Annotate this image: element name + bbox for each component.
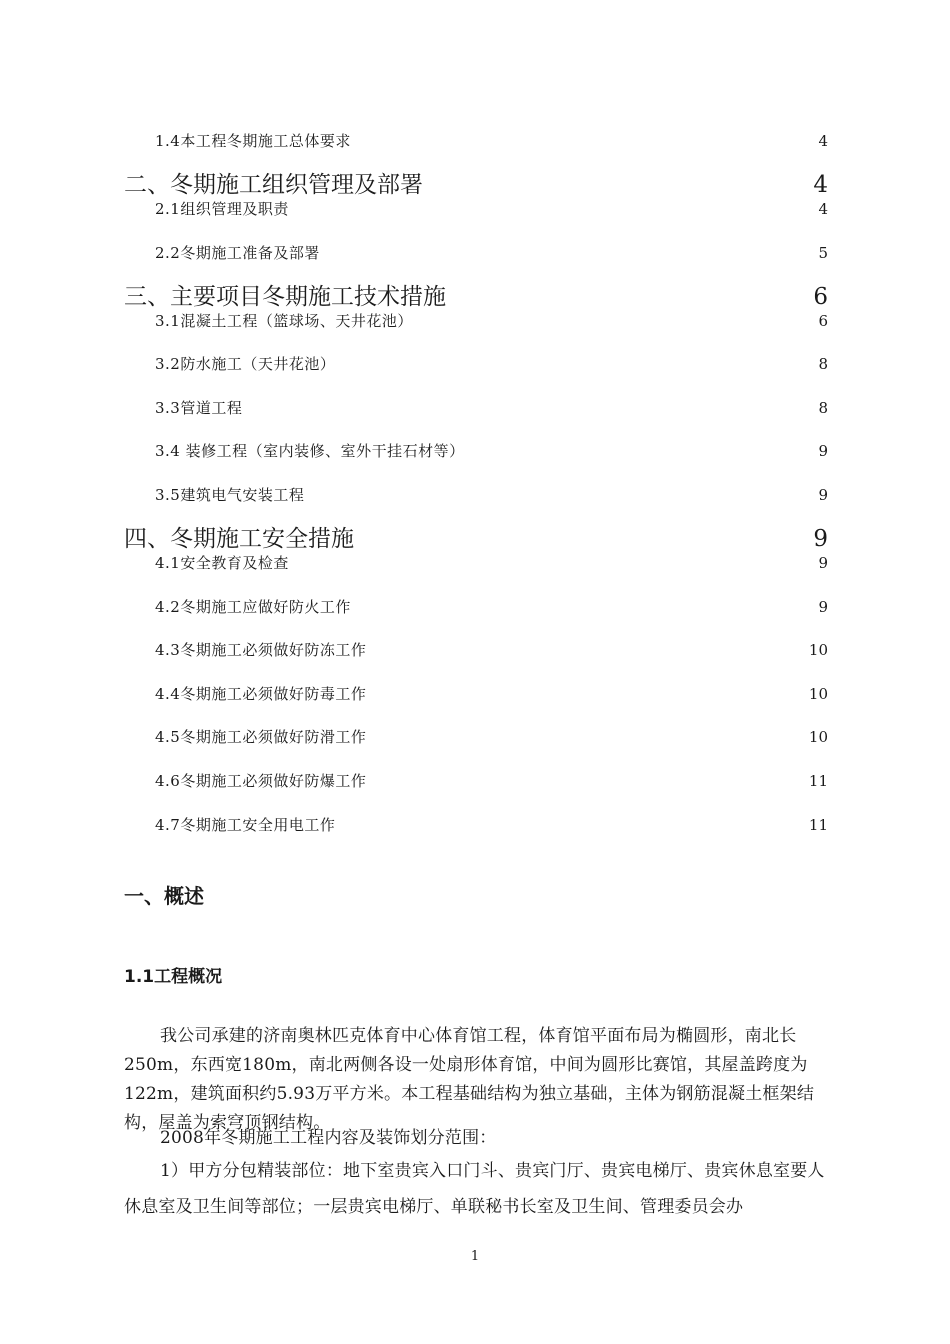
- toc-chapter-entry[interactable]: [124, 283, 828, 313]
- toc-chapter-title: 三、主要项目冬期施工技术措施: [124, 284, 446, 310]
- toc-entry-page: 11: [808, 816, 828, 834]
- toc-entry-title: 4.7冬期施工安全用电工作: [155, 816, 336, 834]
- toc-entry-title: 3.4 装修工程（室内装修、室外干挂石材等）: [155, 442, 465, 460]
- toc-entry-page: 9: [818, 598, 828, 616]
- body-paragraph: 1）甲方分包精装部位：地下室贵宾入口门斗、贵宾门厅、贵宾电梯厅、贵宾休息室要人休息室及卫生间等部位；一层贵宾电梯厅、单联秘书长室及卫生间、管理委员会办: [124, 1161, 825, 1217]
- toc-entry-title: 1.4本工程冬期施工总体要求: [155, 132, 351, 150]
- toc-entry-page: 10: [808, 685, 828, 703]
- toc-entry-page: 9: [818, 554, 828, 572]
- toc-entry[interactable]: [124, 131, 828, 161]
- toc-entry-page: 9: [818, 486, 828, 504]
- toc-entry[interactable]: [124, 199, 828, 229]
- toc-entry-page: 6: [818, 312, 828, 330]
- toc-entry[interactable]: [124, 441, 828, 471]
- toc-entry-title: 4.3冬期施工必须做好防冻工作: [155, 641, 367, 659]
- toc-entry[interactable]: [124, 354, 828, 384]
- toc-chapter-entry[interactable]: [124, 171, 828, 201]
- toc-entry[interactable]: [124, 311, 828, 341]
- toc-chapter-title: 二、冬期施工组织管理及部署: [124, 172, 423, 198]
- body-paragraph: 2008年冬期施工工程内容及装饰划分范围：: [160, 1128, 497, 1148]
- toc-entry-title: 3.3管道工程: [155, 399, 243, 417]
- toc-entry-page: 4: [818, 132, 828, 150]
- toc-entry-title: 3.5建筑电气安装工程: [155, 486, 305, 504]
- toc-entry[interactable]: [124, 771, 828, 801]
- toc-chapter-entry[interactable]: [124, 525, 828, 555]
- toc-entry[interactable]: [124, 727, 828, 757]
- subsection-heading: 1.1工程概况: [124, 967, 223, 987]
- toc-entry-page: 8: [818, 399, 828, 417]
- toc-entry-page: 4: [818, 200, 828, 218]
- toc-entry-title: 4.5冬期施工必须做好防滑工作: [155, 728, 367, 746]
- toc-entry[interactable]: [124, 684, 828, 714]
- toc-entry[interactable]: [124, 640, 828, 670]
- toc-entry-title: 2.1组织管理及职责: [155, 200, 289, 218]
- toc-chapter-page: 9: [813, 526, 828, 552]
- toc-entry-page: 10: [808, 728, 828, 746]
- toc-entry-title: 3.1混凝土工程（篮球场、天井花池）: [155, 312, 413, 330]
- toc-entry[interactable]: [124, 398, 828, 428]
- toc-entry[interactable]: [124, 815, 828, 845]
- toc-entry-page: 10: [808, 641, 828, 659]
- toc-entry-page: 8: [818, 355, 828, 373]
- toc-entry[interactable]: [124, 485, 828, 515]
- toc-entry-title: 4.1安全教育及检查: [155, 554, 289, 572]
- toc-entry[interactable]: [124, 243, 828, 273]
- page-number: 1: [470, 1249, 480, 1264]
- toc-entry-title: 4.4冬期施工必须做好防毒工作: [155, 685, 367, 703]
- toc-entry-title: 4.6冬期施工必须做好防爆工作: [155, 772, 367, 790]
- section-heading: 一、概述: [124, 884, 204, 908]
- toc-entry-page: 9: [818, 442, 828, 460]
- toc-chapter-page: 4: [813, 172, 828, 198]
- toc-chapter-title: 四、冬期施工安全措施: [124, 526, 354, 552]
- toc-entry[interactable]: [124, 553, 828, 583]
- toc-entry-page: 11: [808, 772, 828, 790]
- toc-entry-title: 2.2冬期施工准备及部署: [155, 244, 320, 262]
- toc-entry[interactable]: [124, 597, 828, 627]
- toc-entry-page: 5: [818, 244, 828, 262]
- toc-entry-title: 4.2冬期施工应做好防火工作: [155, 598, 351, 616]
- body-paragraph: 我公司承建的济南奥林匹克体育中心体育馆工程，体育馆平面布局为椭圆形，南北长250m，东西宽180m，南北两侧各设一处扇形体育馆，中间为圆形比赛馆，其屋盖跨度为122m，建筑面积约5.93万平方米。本工程基础结构为独立基础，主体为钢筋混凝土框架结构，屋盖为索穹顶钢结构。: [124, 1026, 815, 1133]
- toc-chapter-page: 6: [813, 284, 828, 310]
- toc-entry-title: 3.2防水施工（天井花池）: [155, 355, 336, 373]
